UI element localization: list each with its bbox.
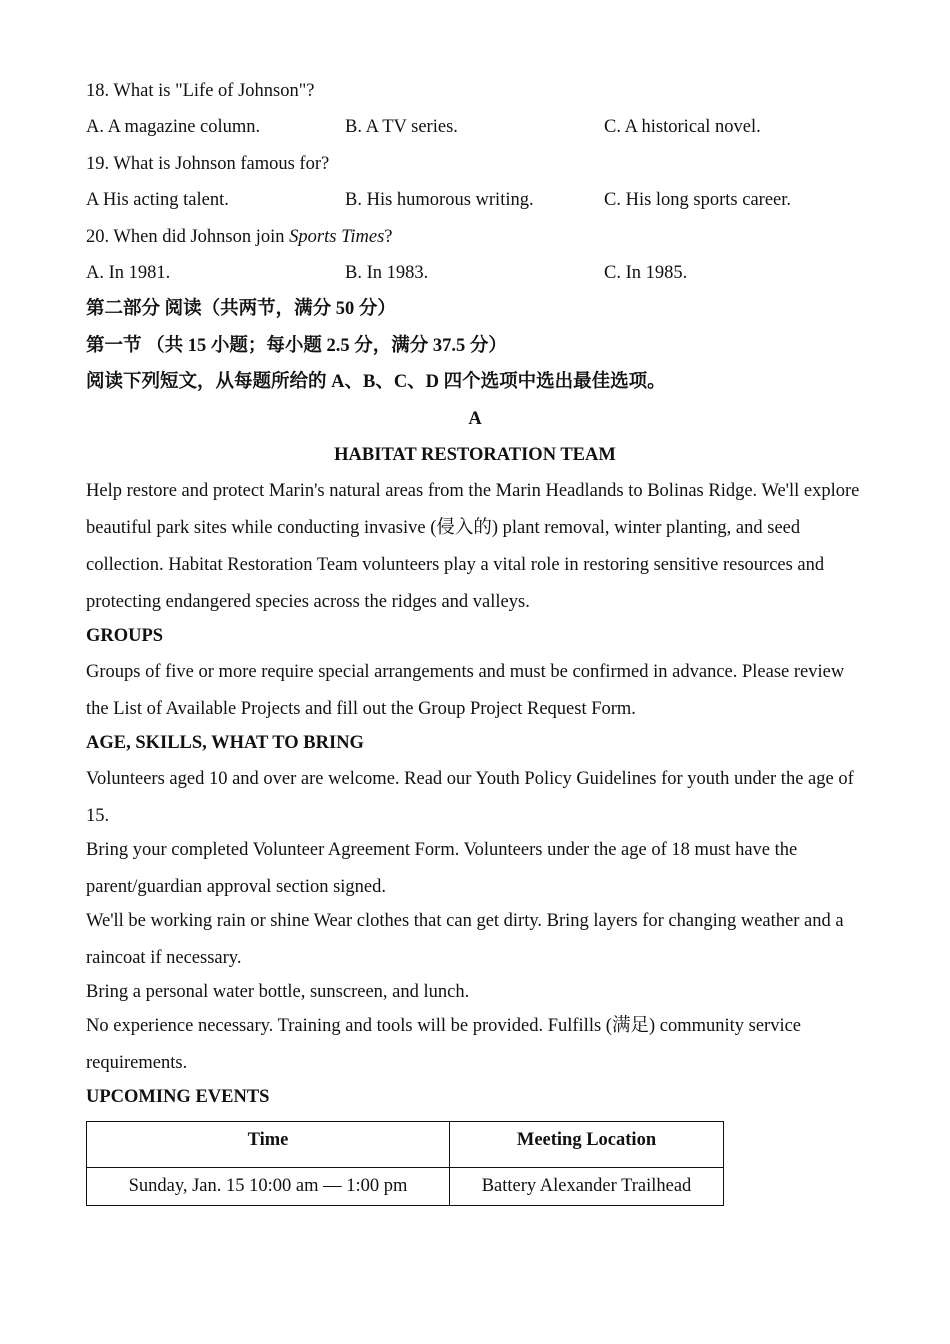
table-header-row	[87, 1122, 724, 1168]
weather-paragraph: We'll be working rain or shine Wear clothes that can get dirty. Bring layers for changing weather and a raincoat if necessary.	[86, 911, 844, 969]
table-row	[87, 1168, 724, 1206]
event-location-cell: Battery Alexander Trailhead	[450, 1168, 724, 1206]
subsection-title: 第一节 （共 15 小题；每小题 2.5 分，满分 37.5 分）	[86, 335, 507, 356]
question-20-options	[86, 258, 864, 294]
form-paragraph: Bring your completed Volunteer Agreement Form. Volunteers under the age of 18 must have the parent/guardian approval section signed.	[86, 840, 798, 898]
question-18-options	[86, 112, 864, 148]
bring-paragraph: Bring a personal water bottle, sunscreen, and lunch.	[86, 982, 470, 1003]
passage-title: HABITAT RESTORATION TEAM	[334, 444, 616, 465]
age-paragraph: Volunteers aged 10 and over are welcome. Read our Youth Policy Guidelines for youth under the age of 15.	[86, 769, 854, 827]
groups-text: Groups of five or more require special arrangements and must be confirmed in advance. Please review the List of Available Projects and fill out the Group Project Request Form.	[86, 662, 845, 720]
question-19-stem: 19. What is Johnson famous for?	[86, 153, 330, 174]
option-a: A His acting talent.	[86, 190, 229, 211]
part-title: 第二部分 阅读（共两节，满分 50 分）	[86, 299, 396, 320]
option-c: C. In 1985.	[604, 262, 688, 283]
upcoming-events-heading: UPCOMING EVENTS	[86, 1087, 270, 1108]
option-b: B. In 1983.	[345, 262, 429, 283]
option-b: B. A TV series.	[345, 117, 458, 138]
question-18-stem: 18. What is "Life of Johnson"?	[86, 81, 315, 101]
option-a: A. A magazine column.	[86, 117, 261, 138]
question-20-stem	[86, 222, 864, 258]
option-a: A. In 1981.	[86, 262, 171, 283]
time-header: Time	[87, 1122, 450, 1168]
location-header: Meeting Location	[450, 1122, 724, 1168]
question-20-stem-italic: Sports Times	[289, 226, 385, 247]
events-table	[86, 1121, 724, 1206]
option-c: C. His long sports career.	[604, 190, 792, 211]
question-20-stem-end: ?	[384, 226, 393, 247]
passage-intro: Help restore and protect Marin's natural areas from the Marin Headlands to Bolinas Ridge. We'll explore beautiful park sites while conducting invasive (侵入的) plant removal, winter planting, and seed collection. Habitat Restoration Team volunteers play a vital role in restoring sensitive resources and protecting endangered species across the ridges and valleys.	[86, 481, 860, 613]
section-instruction: 阅读下列短文，从每题所给的 A、B、C、D 四个选项中选出最佳选项。	[86, 372, 666, 393]
option-b: B. His humorous writing.	[345, 190, 534, 211]
event-time-cell: Sunday, Jan. 15 10:00 am — 1:00 pm	[87, 1168, 450, 1206]
question-20-stem-text: 20. When did Johnson join	[86, 226, 290, 247]
passage-letter: A	[468, 408, 482, 429]
question-19-options	[86, 185, 864, 221]
option-c: C. A historical novel.	[604, 117, 761, 138]
age-skills-heading: AGE, SKILLS, WHAT TO BRING	[86, 733, 364, 754]
exam-page	[86, 76, 864, 1206]
groups-heading: GROUPS	[86, 626, 164, 647]
experience-paragraph: No experience necessary. Training and tools will be provided. Fulfills (满足) community service requirements.	[86, 1016, 802, 1074]
